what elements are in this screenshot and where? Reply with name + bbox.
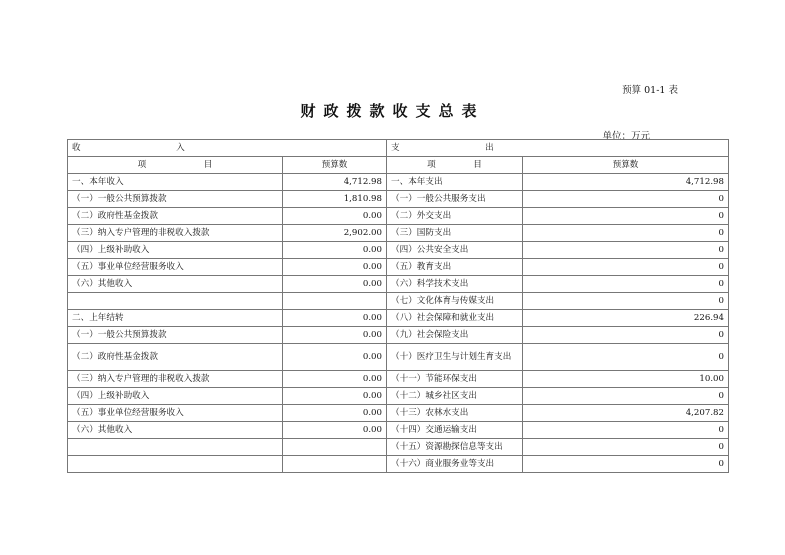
table-row	[68, 276, 729, 293]
income-item-header	[68, 157, 283, 174]
expense-item-cell: （八）社会保障和就业支出	[387, 310, 523, 327]
income-item-cell: （二）政府性基金拨款	[68, 344, 283, 371]
expense-value-cell: 0	[523, 225, 729, 242]
expense-value-cell: 0	[523, 327, 729, 344]
expense-item-cell: （十三）农林水支出	[387, 405, 523, 422]
table-row	[68, 405, 729, 422]
expense-value-cell: 0	[523, 191, 729, 208]
income-item-cell: （三）纳入专户管理的非税收入拨款	[68, 225, 283, 242]
expense-value-cell: 4,207.82	[523, 405, 729, 422]
expense-budget-header: 预算数	[523, 157, 729, 174]
expense-item-cell: （五）教育支出	[387, 259, 523, 276]
income-value-cell: 2,902.00	[283, 225, 387, 242]
income-value-cell: 0.00	[283, 310, 387, 327]
expense-item-cell: （九）社会保险支出	[387, 327, 523, 344]
income-value-cell: 0.00	[283, 327, 387, 344]
income-item-cell: （四）上级补助收入	[68, 242, 283, 259]
income-item-cell	[68, 439, 283, 456]
income-item-header-char2: 目	[203, 159, 213, 170]
expense-item-cell: （十四）交通运输支出	[387, 422, 523, 439]
table-top-header-row	[68, 140, 729, 157]
expense-item-header-char2: 目	[473, 159, 482, 170]
expense-value-cell: 226.94	[523, 310, 729, 327]
table-row	[68, 208, 729, 225]
table-row	[68, 439, 729, 456]
expense-value-cell: 10.00	[523, 371, 729, 388]
income-item-cell: （六）其他收入	[68, 422, 283, 439]
expense-value-cell: 0	[523, 276, 729, 293]
table-row	[68, 191, 729, 208]
expense-item-cell: （三）国防支出	[387, 225, 523, 242]
table-row	[68, 174, 729, 191]
expense-value-cell: 0	[523, 422, 729, 439]
income-item-header-char1: 项	[137, 159, 147, 170]
income-value-cell	[283, 456, 387, 473]
income-header-char1: 收	[72, 142, 81, 153]
expense-item-cell: （二）外交支出	[387, 208, 523, 225]
expense-item-cell: （六）科学技术支出	[387, 276, 523, 293]
table-row	[68, 310, 729, 327]
expense-value-cell: 0	[523, 208, 729, 225]
page-title: 财政拨款收支总表	[300, 102, 485, 120]
income-header-char2: 入	[176, 142, 185, 153]
expense-item-cell: （七）文化体育与传媒支出	[387, 293, 523, 310]
expense-item-cell: （十）医疗卫生与计划生育支出	[387, 344, 523, 371]
table-row	[68, 422, 729, 439]
expense-item-header	[387, 157, 523, 174]
income-item-cell: 二、上年结转	[68, 310, 283, 327]
income-budget-header: 预算数	[283, 157, 387, 174]
expense-header-char1: 支	[391, 142, 400, 153]
expense-value-cell: 0	[523, 259, 729, 276]
income-item-cell: （五）事业单位经营服务收入	[68, 405, 283, 422]
table-row	[68, 293, 729, 310]
income-value-cell	[283, 293, 387, 310]
income-value-cell: 0.00	[283, 371, 387, 388]
expense-item-cell: （十六）商业服务业等支出	[387, 456, 523, 473]
expense-value-cell: 4,712.98	[523, 174, 729, 191]
income-value-cell: 0.00	[283, 405, 387, 422]
income-value-cell: 4,712.98	[283, 174, 387, 191]
income-value-cell: 0.00	[283, 344, 387, 371]
expense-section-header	[387, 140, 729, 157]
income-item-cell: （三）纳入专户管理的非税收入拨款	[68, 371, 283, 388]
income-value-cell: 0.00	[283, 208, 387, 225]
income-value-cell: 0.00	[283, 422, 387, 439]
table-row	[68, 225, 729, 242]
expense-item-cell: 一、本年支出	[387, 174, 523, 191]
expense-value-cell: 0	[523, 242, 729, 259]
table-row	[68, 259, 729, 276]
table-row	[68, 344, 729, 371]
unit-label: 单位：万元	[602, 131, 650, 142]
income-item-cell: （四）上级补助收入	[68, 388, 283, 405]
income-value-cell: 0.00	[283, 242, 387, 259]
expense-value-cell: 0	[523, 439, 729, 456]
expense-item-cell: （一）一般公共服务支出	[387, 191, 523, 208]
form-code: 预算 01-1 表	[622, 85, 678, 96]
expense-item-cell: （十五）资源勘探信息等支出	[387, 439, 523, 456]
income-value-cell: 0.00	[283, 259, 387, 276]
income-item-cell: （五）事业单位经营服务收入	[68, 259, 283, 276]
expense-value-cell: 0	[523, 344, 729, 371]
income-item-cell: 一、本年收入	[68, 174, 283, 191]
expense-item-header-char1: 项	[427, 159, 436, 170]
table-row	[68, 371, 729, 388]
income-item-cell: （一）一般公共预算拨款	[68, 191, 283, 208]
income-value-cell: 1,810.98	[283, 191, 387, 208]
table-row	[68, 327, 729, 344]
income-item-cell	[68, 456, 283, 473]
table-row	[68, 388, 729, 405]
table-column-header-row	[68, 157, 729, 174]
expense-value-cell: 0	[523, 456, 729, 473]
expense-item-cell: （十二）城乡社区支出	[387, 388, 523, 405]
income-value-cell: 0.00	[283, 388, 387, 405]
expense-value-cell: 0	[523, 293, 729, 310]
expense-header-char2: 出	[485, 142, 494, 153]
income-value-cell: 0.00	[283, 276, 387, 293]
table-row	[68, 456, 729, 473]
income-item-cell	[68, 293, 283, 310]
expense-value-cell: 0	[523, 388, 729, 405]
budget-table	[67, 139, 729, 473]
income-item-cell: （六）其他收入	[68, 276, 283, 293]
expense-item-cell: （四）公共安全支出	[387, 242, 523, 259]
income-section-header	[68, 140, 387, 157]
expense-item-cell: （十一）节能环保支出	[387, 371, 523, 388]
income-value-cell	[283, 439, 387, 456]
income-item-cell: （二）政府性基金拨款	[68, 208, 283, 225]
income-item-cell: （一）一般公共预算拨款	[68, 327, 283, 344]
table-row	[68, 242, 729, 259]
